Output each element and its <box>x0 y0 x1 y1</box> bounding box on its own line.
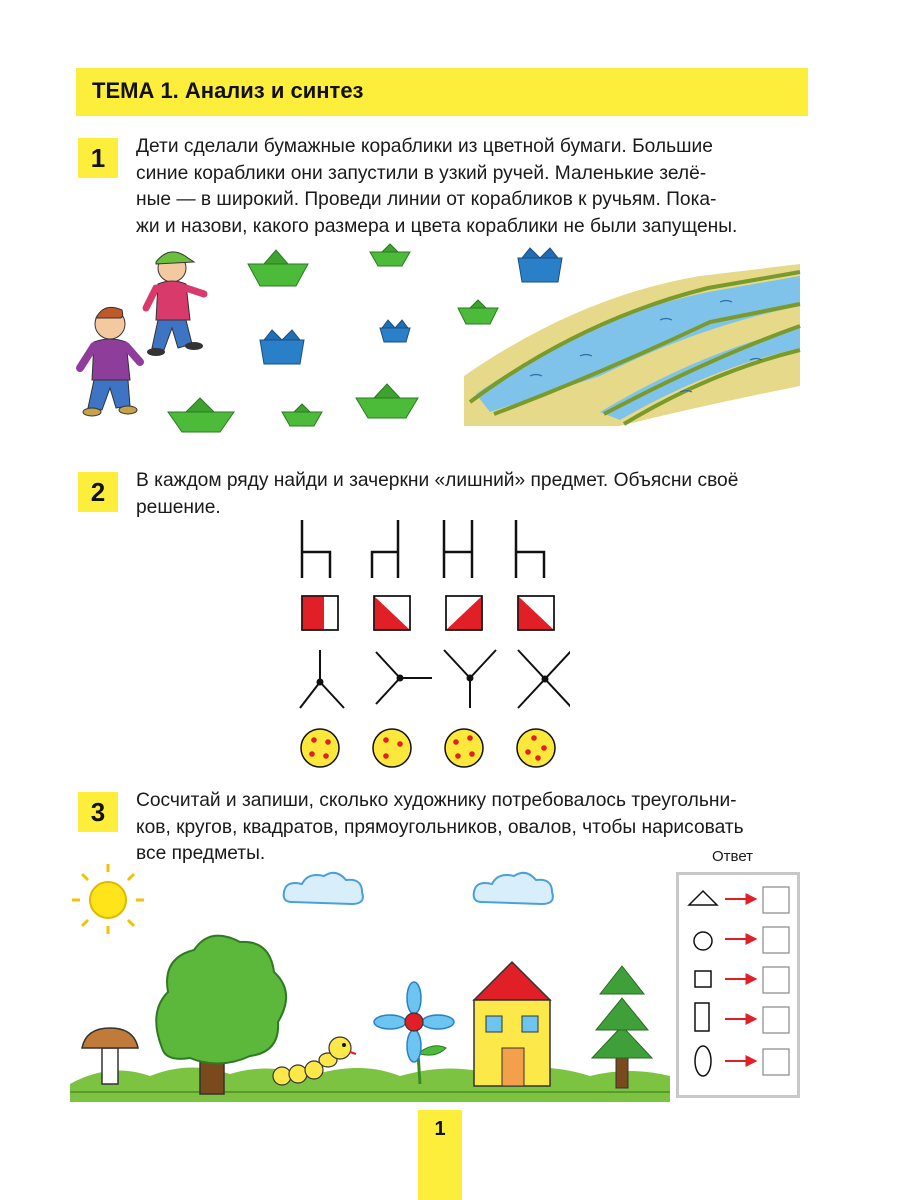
task-3-line-1: Сосчитай и запиши, сколько художнику потребовалось треугольни- <box>136 790 737 811</box>
task-1-line-1: Дети сделали бумажные кораблики из цветной бумаги. Большие <box>136 136 713 157</box>
fir-tree-illustration <box>592 966 652 1088</box>
cloud-icon <box>284 873 363 904</box>
square-icon <box>695 971 711 987</box>
answer-field-rectangles[interactable] <box>763 1007 789 1033</box>
answer-field-ovals[interactable] <box>763 1049 789 1075</box>
green-boat-large <box>356 384 418 418</box>
task-number-2: 2 <box>78 472 118 512</box>
task-number-3: 3 <box>78 792 118 832</box>
task-2-line-1: В каждом ряду найди и зачеркни «лишний» предмет. Объясни своё <box>136 470 739 491</box>
row-1-chairs <box>302 520 544 578</box>
task-3-line-3: все предметы. <box>136 843 266 864</box>
flower-illustration <box>374 982 454 1084</box>
task-1-text <box>136 134 802 240</box>
row-4-dotted-circles <box>301 729 555 767</box>
task-3-text <box>136 788 802 868</box>
oval-icon <box>695 1046 711 1076</box>
task-2-line-2: решение. <box>136 496 221 518</box>
shapes-landscape-illustration <box>70 862 670 1102</box>
rectangle-icon <box>695 1003 709 1031</box>
blue-boat-large <box>260 330 304 364</box>
answer-label: Ответ <box>712 848 754 865</box>
topic-header <box>76 68 808 116</box>
green-boat-small <box>282 404 322 426</box>
green-boat-large <box>168 398 234 432</box>
green-boat-large <box>248 250 308 286</box>
circle-icon <box>694 932 712 950</box>
page-number-tab <box>418 1110 462 1200</box>
answer-field-triangles[interactable] <box>763 887 789 913</box>
task-1-line-3: ные — в широкий. Проведи линии от корабликов к ручьям. Пока- <box>136 189 717 210</box>
answer-field-circles[interactable] <box>763 927 789 953</box>
topic-title: ТЕМА 1. Анализ и синтез <box>92 78 364 103</box>
task-1-line-2: синие кораблики они запустили в узкий ручей. Маленькие зелё- <box>136 162 707 184</box>
answer-field-squares[interactable] <box>763 967 789 993</box>
task-3-line-2: ков, кругов, квадратов, прямоугольников, овалов, чтобы нарисовать <box>136 816 744 838</box>
row-2-squares <box>302 596 554 630</box>
house-illustration <box>474 962 550 1086</box>
triangle-icon <box>689 891 717 905</box>
task-number-1: 1 <box>78 138 118 178</box>
green-boat-small <box>458 300 498 324</box>
answer-panel <box>676 872 800 1098</box>
boats-and-streams-illustration <box>60 236 820 448</box>
blue-boat-large <box>518 248 562 282</box>
green-boat-small <box>370 244 410 266</box>
child-illustration <box>146 252 204 356</box>
answer-rows <box>679 875 797 1095</box>
streams-illustration <box>464 264 800 426</box>
sun-icon <box>72 864 144 934</box>
page-number: 1 <box>434 1118 446 1140</box>
blue-boat-small <box>380 320 410 342</box>
child-illustration <box>80 307 140 416</box>
odd-one-out-rows <box>290 512 570 774</box>
row-3-lines <box>300 650 570 708</box>
cloud-icon <box>474 873 553 904</box>
task-1-line-4: жи и назови, какого размера и цвета кораблики не были запущены. <box>136 215 738 237</box>
